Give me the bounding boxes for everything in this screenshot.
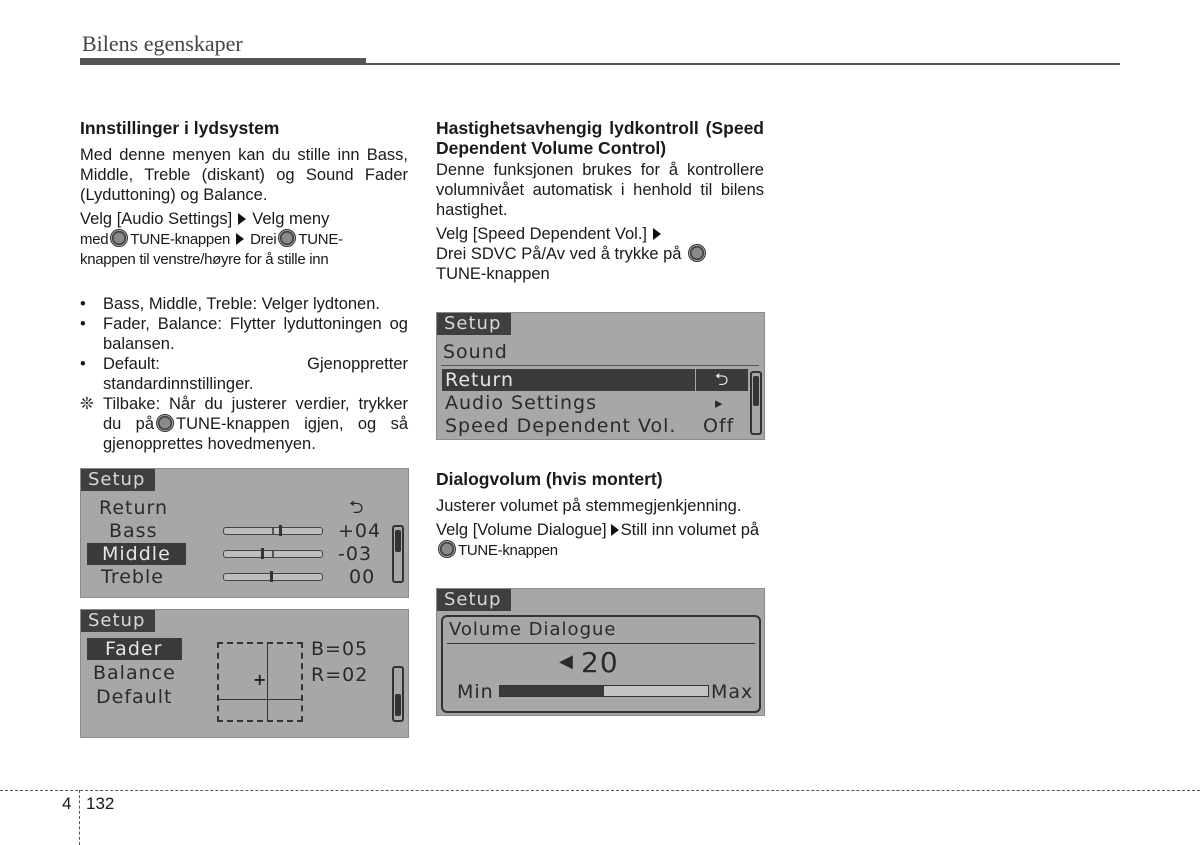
footer-divider (79, 790, 80, 845)
arrow-right-icon (238, 213, 246, 225)
return-icon: ⮌ (349, 497, 365, 518)
lcd-screen-volume-dialogue (436, 588, 765, 716)
submenu-arrow-icon: ▸ (715, 394, 724, 412)
list-item: • Fader, Balance: Flytter lyduttoningen og balansen. (80, 315, 408, 353)
speaker-icon: ◀ (559, 651, 574, 672)
dialog-intro-text: Justerer volumet på stemmegjenkjenning. (436, 497, 742, 515)
lcd-tab: Setup (81, 469, 155, 491)
page-header-title: Bilens egenskaper (82, 31, 243, 56)
fader-value: B=05 (311, 638, 369, 660)
bass-slider (223, 527, 323, 535)
note-item: ❊ Tilbake: Når du justerer verdier, trykker du på TUNE-knappen igjen, og så gjenopprettes hovedmenyen. (80, 395, 408, 453)
sdvc-path-line-1: Velg [Speed Dependent Vol.] (436, 224, 764, 244)
volume-bar-fill (500, 686, 604, 696)
arrow-right-icon (653, 228, 661, 240)
list-item: • Default: Gjenoppretter standardinnstillinger. (80, 355, 408, 393)
lcd-row-value: 00 (349, 566, 376, 588)
audio-path-line-2: med TUNE-knappen Drei TUNE- (80, 231, 343, 248)
section-heading-audio-settings: Innstillinger i lydsystem (80, 118, 280, 138)
lcd-screen-tone (80, 468, 409, 598)
tune-knob-icon (110, 229, 128, 247)
right-column (436, 118, 764, 284)
header-rule-thin (366, 63, 1120, 65)
treble-slider (223, 573, 323, 581)
list-item: • Bass, Middle, Treble: Velger lydtonen. (80, 295, 380, 313)
lcd-screen-sound (436, 312, 765, 440)
footer-rule (0, 790, 1200, 791)
tune-knob-icon (278, 229, 296, 247)
lcd-row-label: Default (96, 686, 173, 708)
lcd-menu-title: Sound (443, 341, 508, 363)
lcd-row-label: Speed Dependent Vol. (445, 415, 677, 437)
page-number: 132 (86, 794, 115, 813)
lcd-row-label: Treble (101, 566, 164, 588)
lcd-row-label-selected: Fader (87, 638, 182, 660)
lcd-tab: Setup (437, 589, 511, 611)
sdvc-path-line-3: TUNE-knappen (436, 265, 550, 283)
arrow-right-icon (236, 233, 244, 245)
volume-bar (499, 685, 709, 697)
volume-dialog-title: Volume Dialogue (449, 619, 617, 640)
arrow-right-icon (611, 524, 619, 536)
audio-intro-text: Med denne menyen kan du stille inn Bass, Middle, Treble (diskant) og Sound Fader (Lyduttoning) og Balance. (80, 146, 408, 204)
audio-bullet-list (80, 294, 408, 454)
lcd-row-value: +04 (338, 520, 382, 542)
audio-path-line-3: knappen til venstre/høyre for å stille inn (80, 251, 329, 268)
balance-value: R=02 (311, 664, 369, 686)
tune-knob-icon (688, 244, 706, 262)
lcd-scrollbar (392, 666, 404, 722)
section-heading-sdvc: Hastighetsavhengig lydkontroll (Speed Dependent Volume Control) (436, 118, 764, 158)
sdvc-path-line-2: Drei SDVC På/Av ved å trykke på (436, 244, 764, 264)
lcd-row-label: Bass (109, 520, 158, 542)
lcd-row-value: -03 (338, 543, 373, 565)
chapter-number: 4 (62, 794, 72, 813)
dialog-path-line-1: Velg [Volume Dialogue] Still inn volumet på (436, 521, 760, 539)
lcd-screen-fader (80, 609, 409, 738)
volume-min-label: Min (457, 681, 494, 703)
position-cross-icon: + (253, 670, 267, 689)
return-icon: ⮌ (696, 369, 748, 391)
lcd-row-label: Return (99, 497, 169, 519)
tune-knob-icon (438, 540, 456, 558)
middle-slider (223, 550, 323, 558)
section-heading-dialog-volume: Dialogvolum (hvis montert) (436, 469, 663, 489)
lcd-tab: Setup (437, 313, 511, 335)
lcd-tab: Setup (81, 610, 155, 632)
lcd-row-label: Balance (93, 662, 176, 684)
lcd-row-label-selected: Return (442, 369, 695, 391)
dialog-path-line-2: TUNE-knappen (436, 540, 764, 561)
lcd-scrollbar (750, 371, 762, 435)
lcd-row-value: Off (703, 415, 735, 437)
tune-knob-icon (156, 414, 174, 432)
lcd-scrollbar (392, 525, 404, 583)
dialog-volume-section (436, 469, 764, 561)
sdvc-intro-text: Denne funksjonen brukes for å kontrollere volumnivået automatisk i henhold til bilens hastighet. (436, 161, 764, 219)
header-rule-thick (80, 58, 366, 65)
volume-max-label: Max (711, 681, 754, 703)
left-column (80, 118, 408, 454)
lcd-row-label: Audio Settings (445, 392, 597, 414)
volume-dialog-box (441, 615, 761, 713)
lcd-row-label-selected: Middle (87, 543, 186, 565)
audio-path-line-1: Velg [Audio Settings] Velg meny (80, 210, 330, 228)
volume-value: 20 (581, 646, 619, 679)
fader-balance-grid (217, 642, 303, 722)
